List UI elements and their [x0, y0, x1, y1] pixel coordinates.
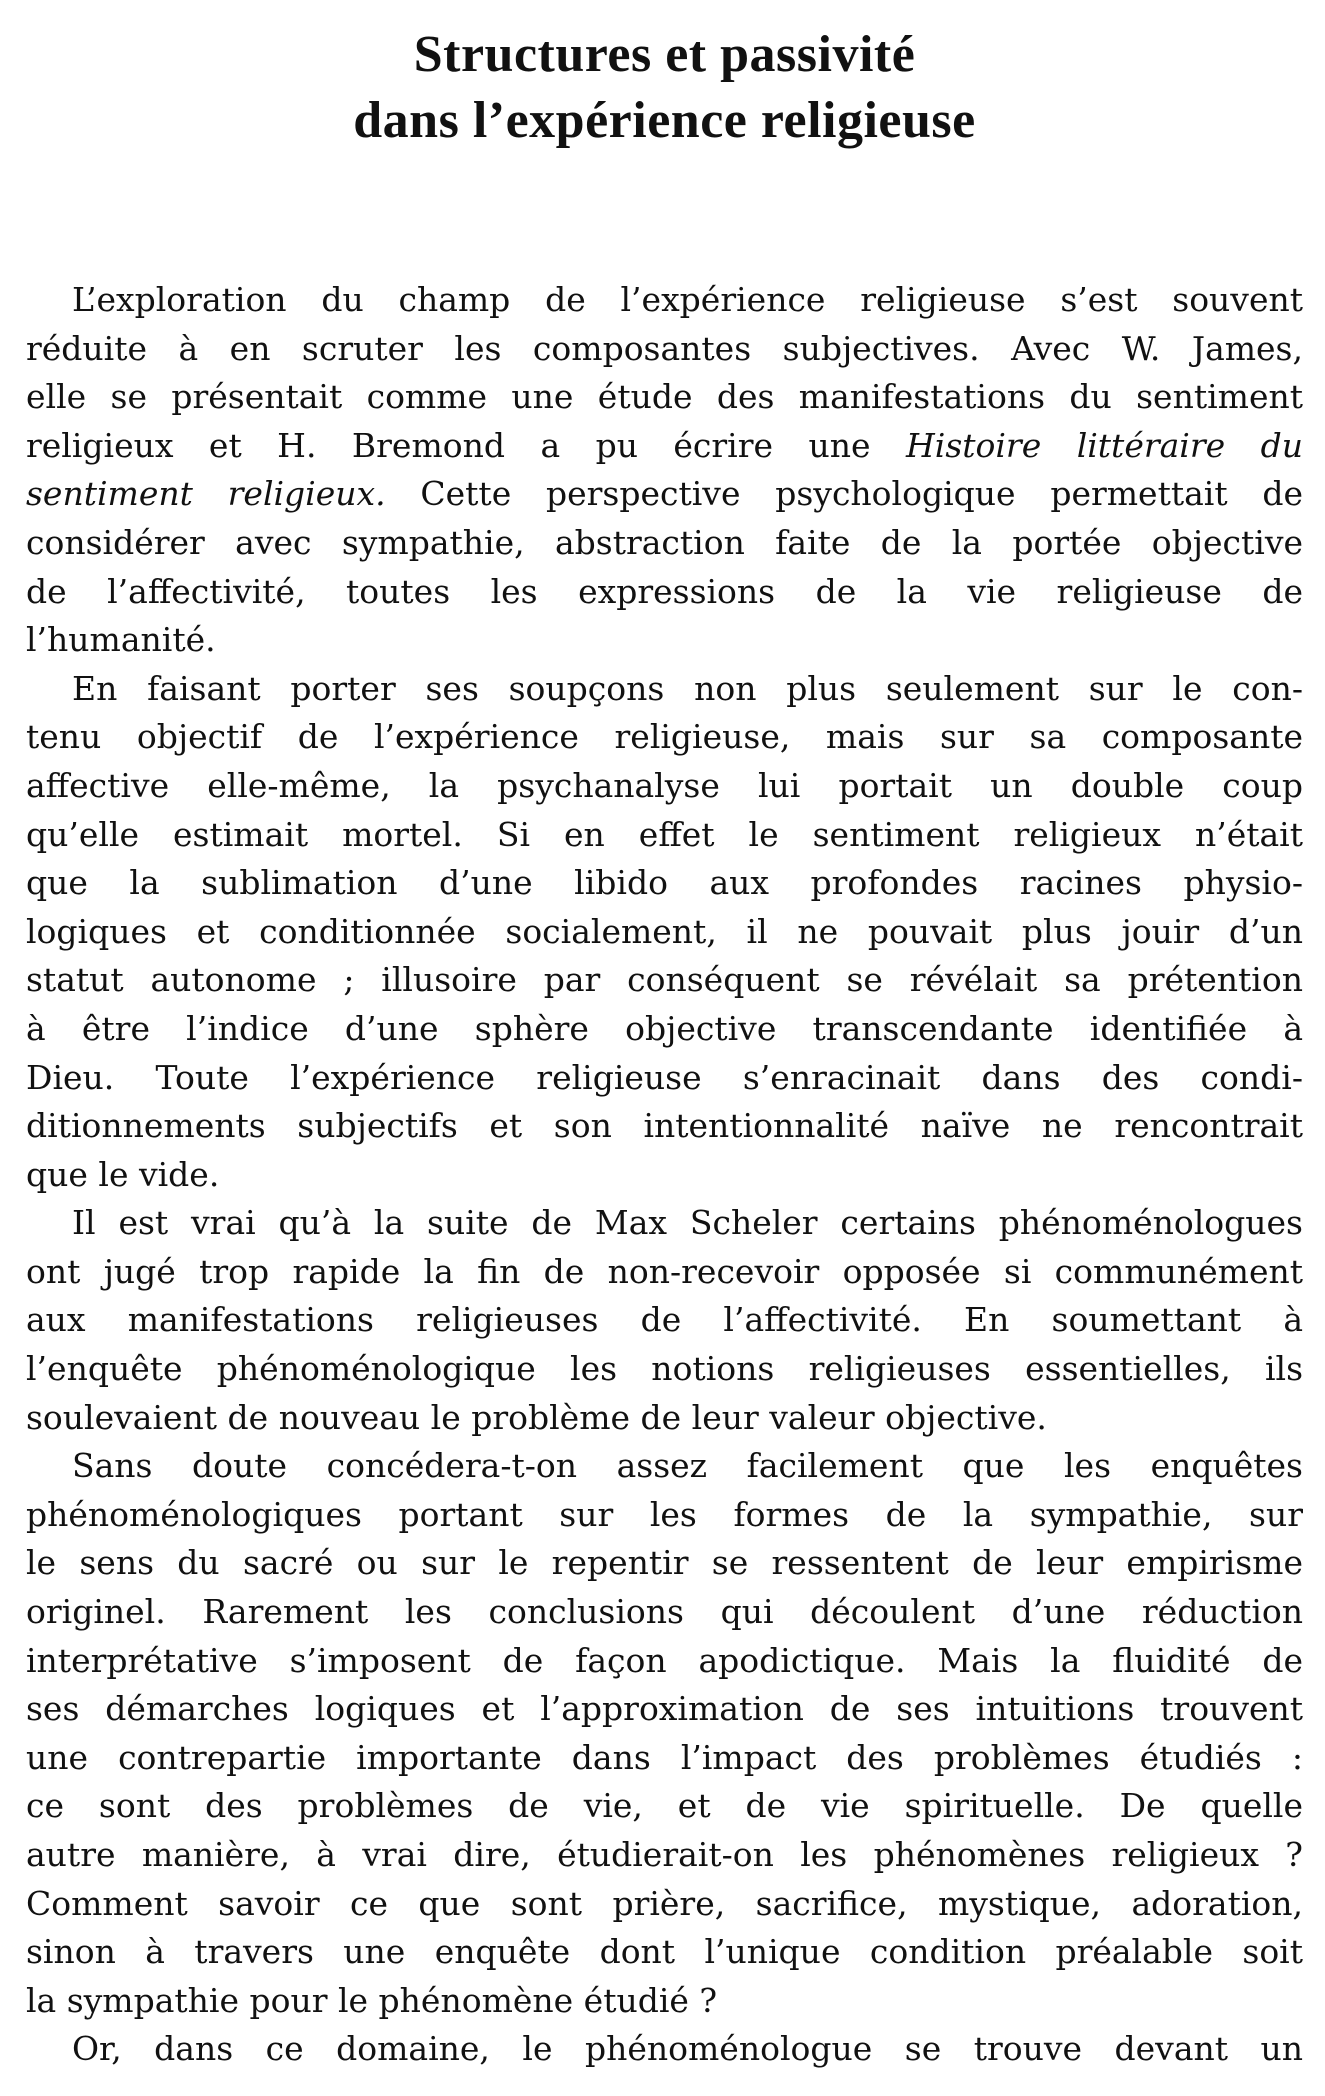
text-line: elle se présentait comme une étude des manifestations du sentiment — [26, 377, 1303, 417]
text-line: Dieu. Toute l’expérience religieuse s’enracinait dans des condi- — [26, 1057, 1303, 1097]
italic-book-title-cont: sentiment religieux. — [26, 474, 386, 514]
text-line: une contrepartie importante dans l’impact des problèmes étudiés : — [26, 1737, 1303, 1777]
book-page — [26, 0, 1303, 2096]
text-line: que la sublimation d’une libido aux profondes racines physio- — [26, 863, 1303, 903]
text-line: aux manifestations religieuses de l’affectivité. En soumettant à — [26, 1300, 1303, 1340]
body-text — [26, 276, 1303, 2074]
italic-book-title: Histoire littéraire du — [905, 425, 1303, 465]
text-line: originel. Rarement les conclusions qui découlent d’une réduction — [26, 1592, 1303, 1632]
text-line: ont jugé trop rapide la fin de non-recevoir opposée si communément — [26, 1251, 1303, 1291]
text-segment: religieux et H. Bremond a pu écrire une — [26, 425, 871, 465]
text-line: Il est vrai qu’à la suite de Max Scheler certains phénoménologues — [72, 1203, 1303, 1243]
text-line: à être l’indice d’une sphère objective transcendante identifiée à — [26, 1008, 1303, 1048]
text-line: ses démarches logiques et l’approximation de ses intuitions trouvent — [26, 1689, 1303, 1729]
text-line: ditionnements subjectifs et son intentionnalité naïve ne rencontrait — [26, 1106, 1303, 1146]
text-segment: Cette perspective psychologique permettait de — [385, 474, 1303, 514]
text-line: Or, dans ce domaine, le phénoménologue se trouve devant un — [72, 2029, 1303, 2069]
text-line: En faisant porter ses soupçons non plus seulement sur le con- — [72, 668, 1303, 708]
text-line: que le vide. — [26, 1154, 220, 1194]
paragraph-5 — [26, 2025, 1303, 2074]
text-line-with-italic — [26, 422, 1303, 471]
text-line: la sympathie pour le phénomène étudié ? — [26, 1980, 718, 2020]
text-line: l’humanité. — [26, 620, 216, 660]
text-line: qu’elle estimait mortel. Si en effet le sentiment religieux n’était — [26, 814, 1303, 854]
text-line: réduite à en scruter les composantes subjectives. Avec W. James, — [26, 328, 1303, 368]
text-line: statut autonome ; illusoire par conséquent se révélait sa prétention — [26, 960, 1303, 1000]
paragraph-4 — [26, 1442, 1303, 2025]
text-line: interprétative s’imposent de façon apodictique. Mais la fluidité de — [26, 1640, 1303, 1680]
chapter-title — [26, 0, 1303, 154]
text-line: sinon à travers une enquête dont l’unique condition préalable soit — [26, 1932, 1303, 1972]
text-line: soulevaient de nouveau le problème de leur valeur objective. — [26, 1397, 1047, 1437]
text-line: tenu objectif de l’expérience religieuse, mais sur sa composante — [26, 717, 1303, 757]
text-line: le sens du sacré ou sur le repentir se ressentent de leur empirisme — [26, 1543, 1303, 1583]
text-line: autre manière, à vrai dire, étudierait-on les phénomènes religieux ? — [26, 1835, 1303, 1874]
text-line: ce sont des problèmes de vie, et de vie spirituelle. De quelle — [26, 1786, 1303, 1826]
text-line: L’exploration du champ de l’expérience religieuse s’est souvent — [72, 280, 1303, 319]
text-line: phénoménologiques portant sur les formes de la sympathie, sur — [26, 1494, 1303, 1534]
text-line-with-italic — [26, 470, 1303, 519]
text-line: considérer avec sympathie, abstraction faite de la portée objective — [26, 522, 1303, 562]
paragraph-2 — [26, 665, 1303, 1200]
text-line: logiques et conditionnée socialement, il ne pouvait plus jouir d’un — [26, 911, 1303, 951]
text-line: de l’affectivité, toutes les expressions de la vie religieuse de — [26, 571, 1303, 611]
title-line-2: dans l’expérience religieuse — [353, 92, 976, 149]
title-line-1: Structures et passivité — [413, 26, 916, 83]
text-line: affective elle-même, la psychanalyse lui portait un double coup — [26, 765, 1303, 805]
paragraph-3 — [26, 1199, 1303, 1442]
paragraph-1 — [26, 276, 1303, 665]
text-line: Comment savoir ce que sont prière, sacrifice, mystique, adoration, — [26, 1883, 1303, 1923]
text-line: Sans doute concédera-t-on assez facilement que les enquêtes — [72, 1446, 1303, 1486]
text-line: l’enquête phénoménologique les notions religieuses essentielles, ils — [26, 1349, 1303, 1389]
